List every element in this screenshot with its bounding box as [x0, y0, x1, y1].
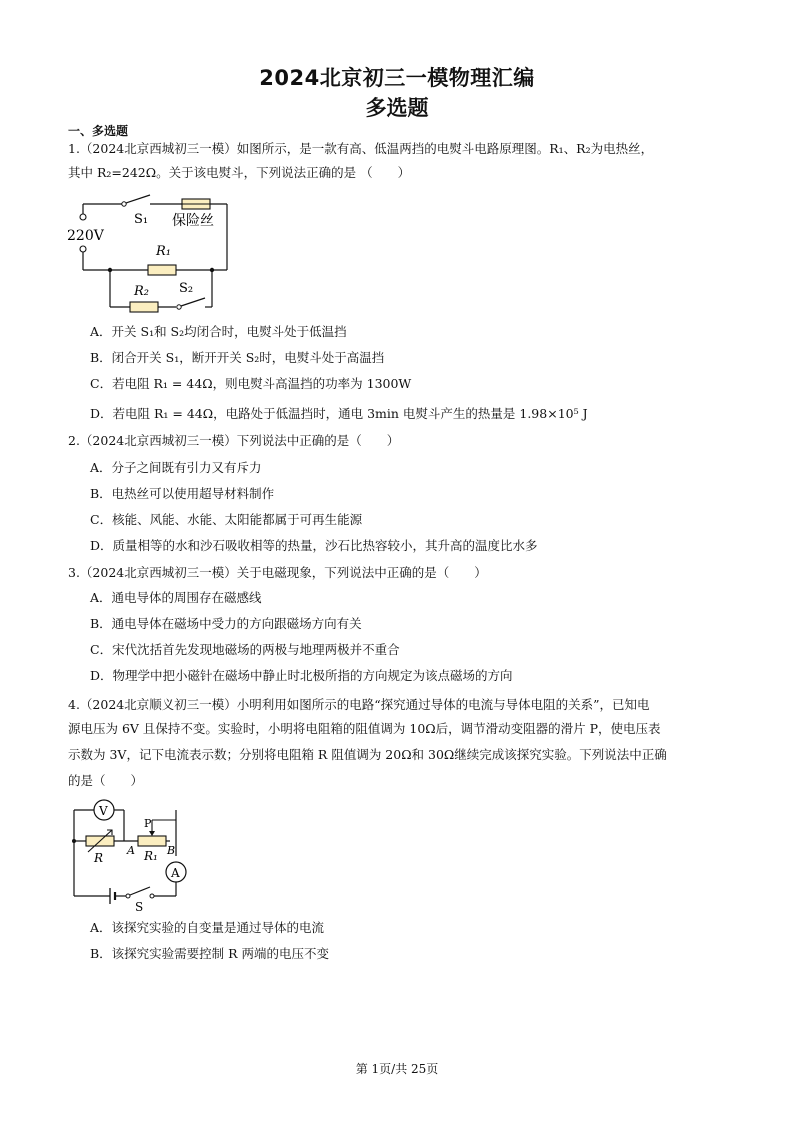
question-1-line-1: 1.（2024北京西城初三一模）如图所示，是一款有高、低温两挡的电熨斗电路原理图。R₁、R₂为电热丝，: [68, 141, 654, 156]
s2-label: S₂: [179, 281, 194, 296]
q1-option-d: D．若电阻 R₁ = 44Ω，电路处于低温挡时，通电 3min 电熨斗产生的热量是 1.98×10⁵ J: [90, 406, 588, 421]
rheostat-label: R₁: [144, 849, 158, 863]
q3-option-d: D．物理学中把小磁针在磁场中静止时北极所指的方向规定为该点磁场的方向: [90, 668, 513, 683]
fuse-label: 保险丝: [172, 213, 214, 229]
question-4-line-1: 4.（2024北京顺义初三一模）小明利用如图所示的电路“探究通过导体的电流与导体电阻的关系”，已知电: [68, 697, 650, 712]
circuit-diagram-4: [64, 796, 194, 914]
q4-option-b: B．该探究实验需要控制 R 两端的电压不变: [90, 946, 330, 961]
question-4-line-3: 示数为 3V，记下电流表示数；分别将电阻箱 R 阻值调为 20Ω和 30Ω继续完成该探究实验。下列说法中正确: [68, 747, 667, 762]
q1-option-c: C．若电阻 R₁ = 44Ω，则电熨斗高温挡的功率为 1300W: [90, 376, 412, 391]
document-subtitle: 多选题: [365, 96, 429, 120]
q2-option-c: C．核能、风能、水能、太阳能都属于可再生能源: [90, 512, 363, 527]
voltage-label: 220V: [67, 228, 104, 244]
section-heading: 一、多选题: [68, 124, 129, 138]
page-footer: 第 1页/共 25页: [355, 1062, 439, 1076]
voltmeter-label: V: [99, 804, 108, 818]
q3-option-c: C．宋代沈括首先发现地磁场的两极与地理两极并不重合: [90, 642, 400, 657]
q1-option-b: B．闭合开关 S₁，断开开关 S₂时，电熨斗处于高温挡: [90, 350, 385, 365]
circuit-diagram-1: [64, 192, 234, 317]
switch-s-label: S: [135, 900, 144, 914]
q2-option-b: B．电热丝可以使用超导材料制作: [90, 486, 275, 501]
point-b-label: B: [167, 844, 176, 857]
r2-label: R₂: [134, 284, 149, 299]
r1-label: R₁: [156, 244, 171, 259]
question-4-line-2: 源电压为 6V 且保持不变。实验时，小明将电阻箱的阻值调为 10Ω后，调节滑动变阻器的滑片 P，使电压表: [68, 721, 661, 736]
slider-p-label: P: [144, 817, 152, 830]
s1-label: S₁: [134, 212, 149, 227]
document-title: 2024北京初三一模物理汇编: [259, 66, 535, 90]
resistor-box-label: R: [94, 851, 104, 865]
point-a-label: A: [127, 844, 135, 857]
question-4-line-4: 的是（ ）: [68, 773, 144, 788]
question-2-stem: 2.（2024北京西城初三一模）下列说法中正确的是（ ）: [68, 433, 400, 448]
question-1-line-2: 其中 R₂=242Ω。关于该电熨斗，下列说法正确的是 （ ）: [68, 165, 411, 180]
q3-option-a: A．通电导体的周围存在磁感线: [90, 590, 262, 605]
q2-option-d: D．质量相等的水和沙石吸收相等的热量，沙石比热容较小，其升高的温度比水多: [90, 538, 538, 553]
q3-option-b: B．通电导体在磁场中受力的方向跟磁场方向有关: [90, 616, 362, 631]
q1-option-a: A．开关 S₁和 S₂均闭合时，电熨斗处于低温挡: [90, 324, 347, 339]
question-3-stem: 3.（2024北京西城初三一模）关于电磁现象，下列说法中正确的是（ ）: [68, 565, 487, 580]
ammeter-label: A: [171, 866, 180, 880]
q2-option-a: A．分子之间既有引力又有斥力: [90, 460, 262, 475]
q4-option-a: A．该探究实验的自变量是通过导体的电流: [90, 920, 325, 935]
